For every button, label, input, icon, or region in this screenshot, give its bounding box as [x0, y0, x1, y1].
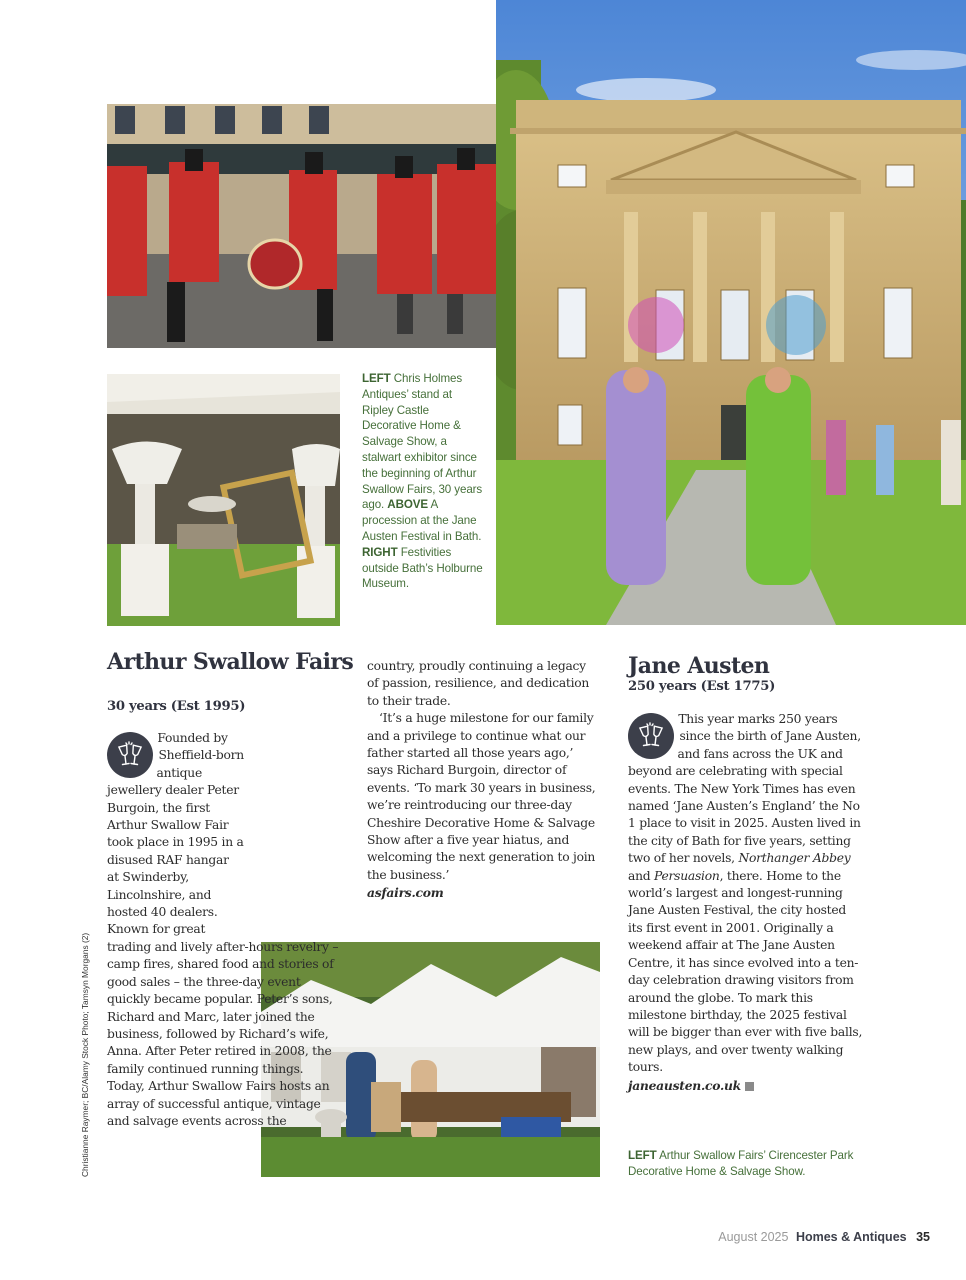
photo-holburne-museum-festivities — [496, 0, 966, 625]
end-mark-icon — [745, 1082, 754, 1091]
jane-paragraph — [628, 711, 863, 1077]
arthur-website-link[interactable]: asfairs.com — [367, 885, 444, 901]
caption-right-label: RIGHT — [362, 545, 398, 559]
caption-bottom-left-label: LEFT — [628, 1149, 657, 1162]
photo-credit: Christianne Raymer; BC/Alamy Stock Photo; Tamsyn Morgans (2) — [80, 932, 90, 1177]
arthur-body-column-2 — [367, 658, 597, 903]
folio-magazine: Homes & Antiques — [795, 1230, 907, 1244]
champagne-glasses-icon — [628, 713, 674, 759]
caption-bottom-left-text: Arthur Swallow Fairs’ Cirencester Park Decorative Home & Salvage Show. — [628, 1149, 854, 1178]
subhead-jane-austen: 250 years (Est 1775) — [628, 679, 776, 694]
caption-above-label: ABOVE — [387, 498, 429, 512]
folio-issue: August 2025 — [718, 1230, 789, 1244]
arthur-paragraph-1-continued: country, proudly continuing a legacy of passion, resilience, and dedication to their trade. — [367, 659, 590, 708]
jane-website-link[interactable]: janeausten.co.uk — [628, 1077, 741, 1093]
photo-chris-holmes-stand — [107, 374, 340, 626]
folio-page-number: 35 — [916, 1230, 930, 1244]
photo-caption-top — [362, 371, 484, 592]
jane-body-column — [628, 711, 863, 1095]
caption-above-text: A procession at the Jane Austen Festival in Bath. — [362, 498, 482, 543]
caption-right-text: Festivities outside Bath’s Holburne Museum. — [362, 545, 483, 591]
page-folio — [718, 1230, 930, 1244]
photo-procession-bath — [107, 104, 496, 348]
caption-left-label: LEFT — [362, 372, 391, 385]
arthur-paragraph-1: Founded by Sheffield-born antique jewellery dealer Peter Burgoin, the first Arthur Swallow Fair took place in 1995 in a disused RAF hangar at Swinderby, Lincolnshire, and hosted 40 dealers. Known for great trading and lively after-hours revelry – camp fires, shared food and stories of good sales – the three-day event quickly became popular. Peter’s sons, Richard and Marc, later joined the business, followed by Richard’s wife, Anna. After Peter retired in 2008, the family continued running things. Today, Arthur Swallow Fairs hosts an array of successful antique, vintage and salvage events across the — [107, 731, 339, 1128]
arthur-paragraph-2: ‘It’s a huge milestone for our family and a privilege to continue what our father started all those years ago,’ says Richard Burgoin, director of events. ‘To mark 30 years in business, we’re reintroducing our three-day Cheshire Decorative Home & Salvage Show after a five year hiatus, and welcoming the next generation to join the business.’ — [367, 711, 596, 882]
jane-text-and: and — [628, 868, 655, 883]
headline-arthur-swallow-fairs: Arthur Swallow Fairs — [107, 649, 354, 675]
headline-jane-austen: Jane Austen — [628, 653, 770, 679]
jane-text-1: This year marks 250 years since the birth of Jane Austen, and fans across the UK and beyond are celebrating with special events. The New York Times has even named ‘Jane Austen’s England’ the No 1 place to visit in 2025. Austen lived in the city of Bath for five years, setting two of her novels, — [628, 712, 861, 866]
caption-left-text: Chris Holmes Antiques’ stand at Ripley Castle Decorative Home & Salvage Show, a stalwart exhibitor since the beginning of Arthur Swallow Fairs, 30 years ago. — [362, 372, 483, 512]
jane-text-2: , there. Home to the world’s largest and longest-running Jane Austen Festival, the city hosted its first event in 2001. Originally a weekend affair at The Jane Austen Centre, it has since evolved into a ten-day celebration drawing visitors from around the globe. To mark this milestone birthday, the 2025 festival will be bigger than ever with five balls, new plays, and over twenty walking tours. — [628, 868, 863, 1075]
novel-persuasion: Persuasion — [654, 868, 720, 883]
champagne-glasses-icon — [107, 732, 153, 778]
novel-northanger-abbey: Northanger Abbey — [738, 851, 851, 866]
subhead-arthur-swallow-fairs: 30 years (Est 1995) — [107, 699, 246, 714]
photo-caption-bottom — [628, 1148, 868, 1180]
arthur-body-column-1 — [107, 730, 340, 1190]
